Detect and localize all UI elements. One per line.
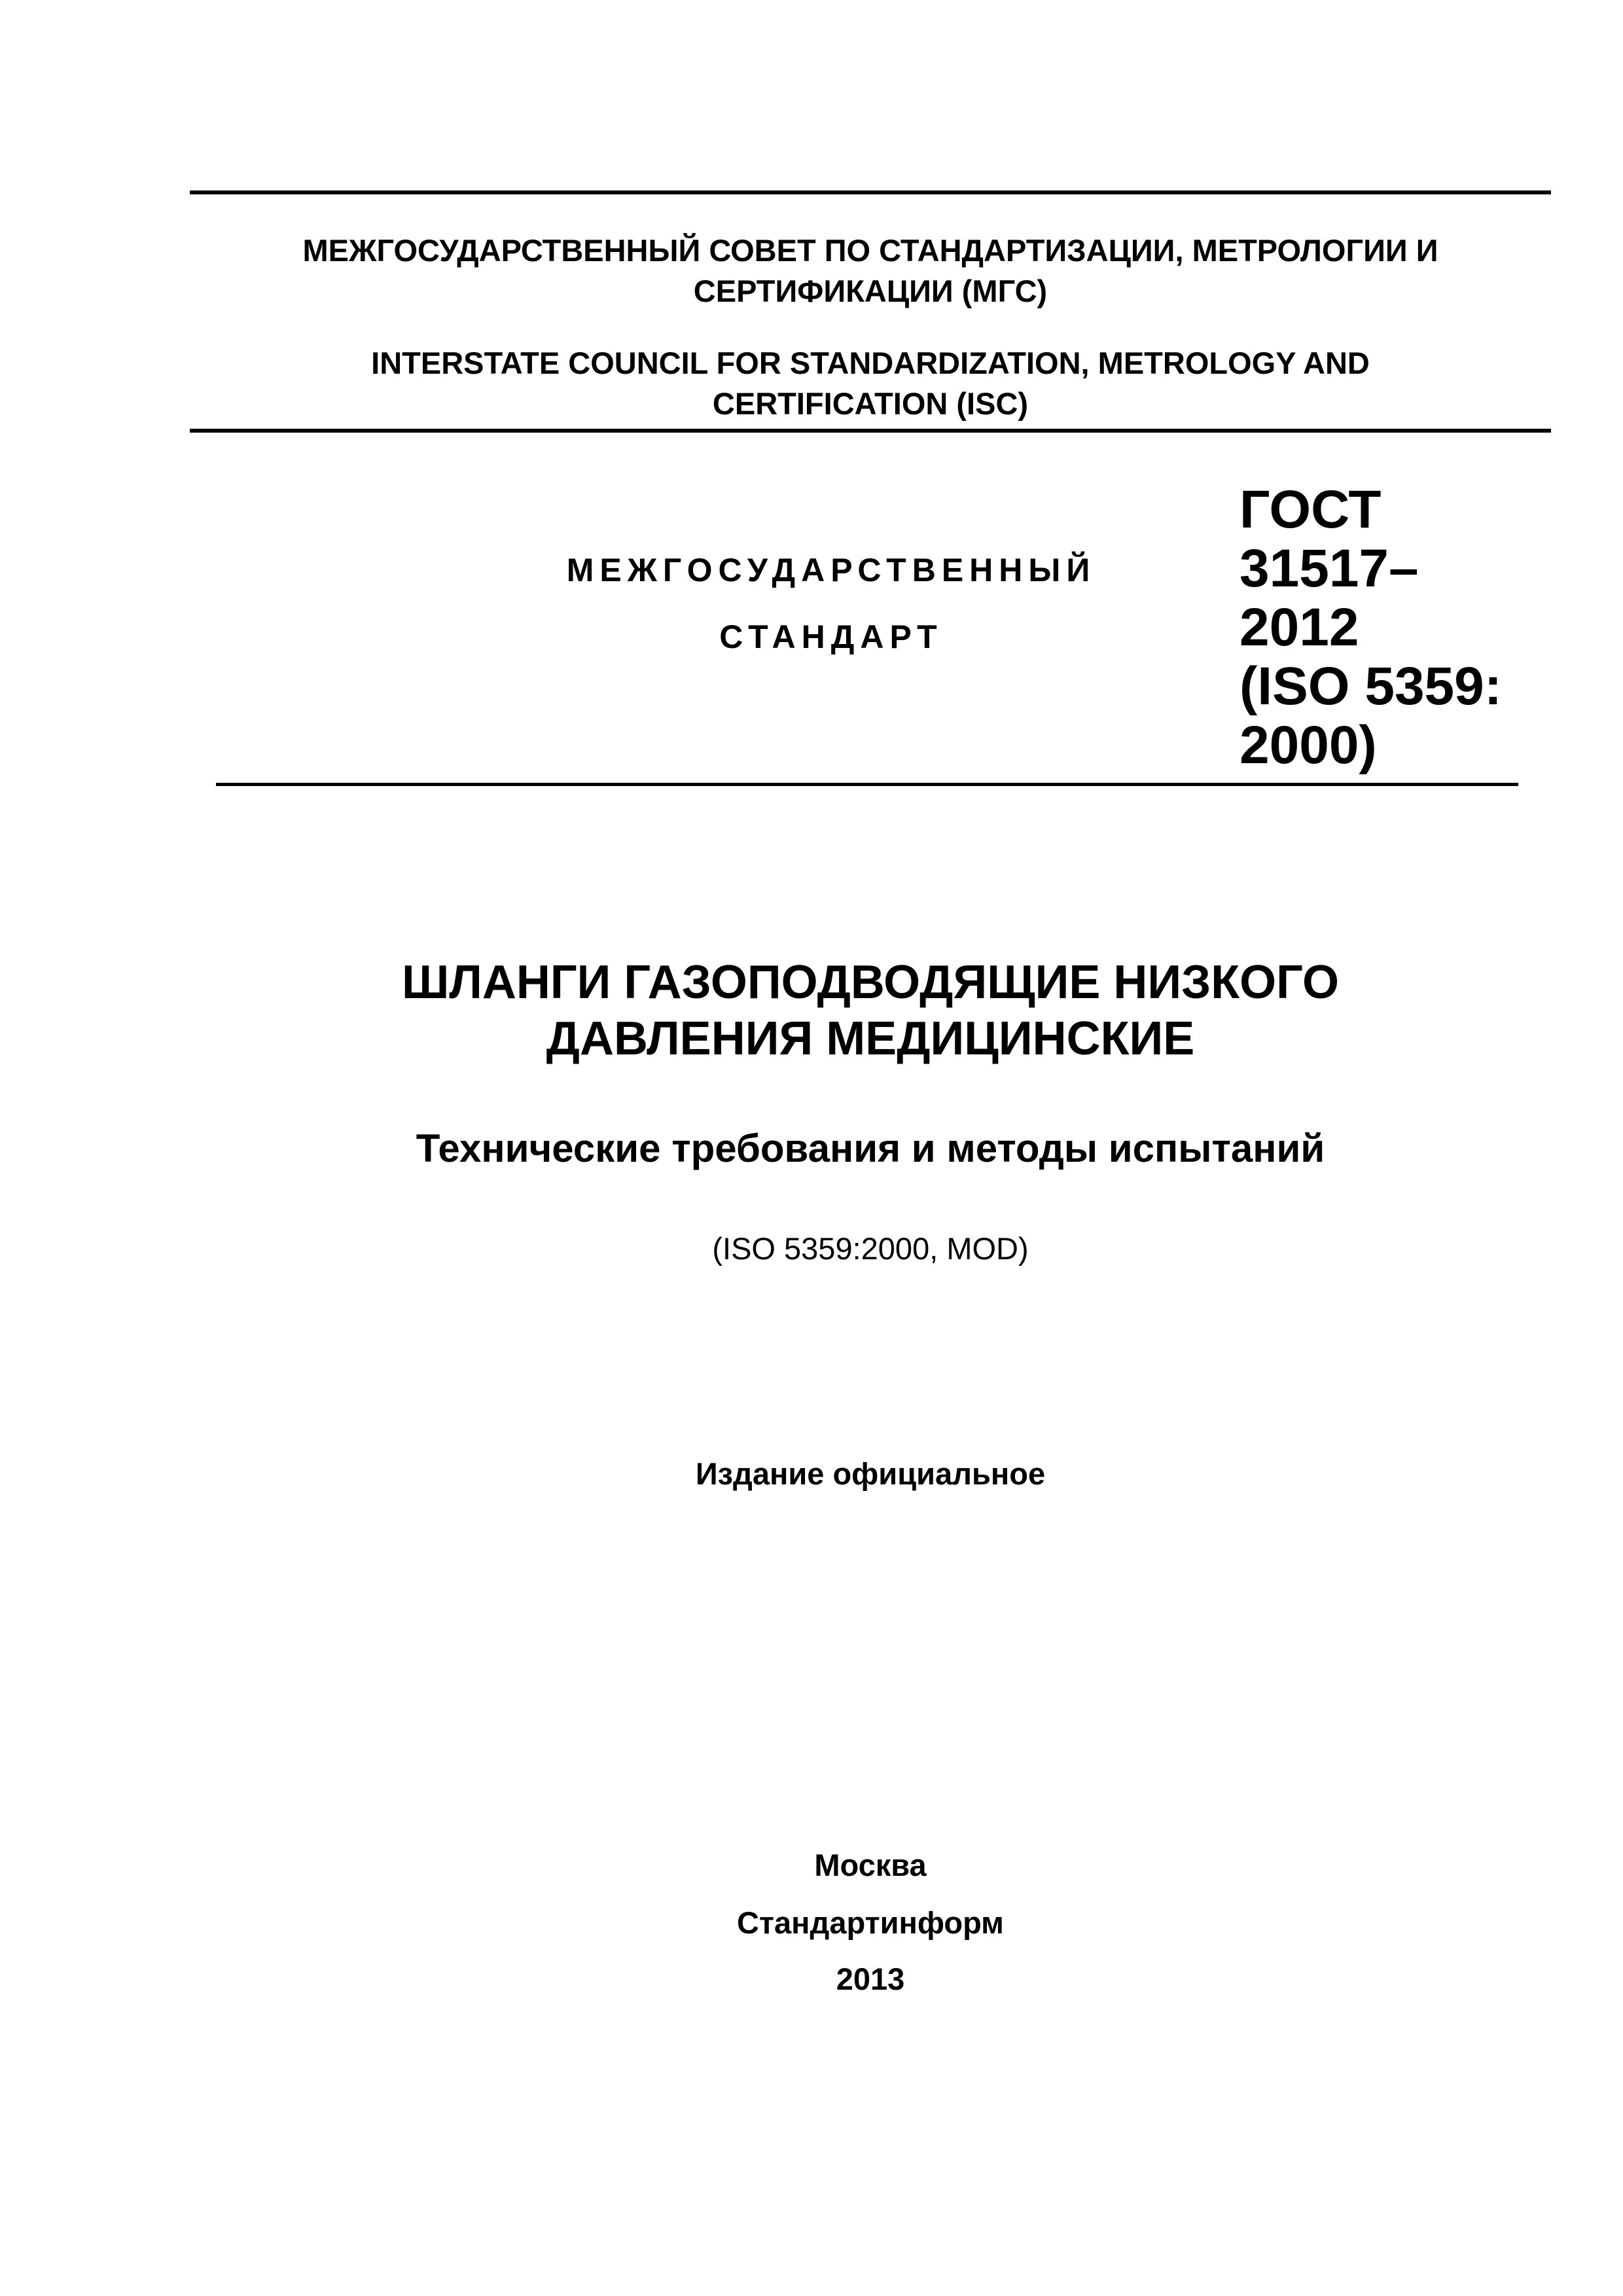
imprint-publisher: Стандартинформ <box>737 1905 1004 1940</box>
standard-number <box>1240 480 1527 775</box>
standard-number-line: 31517– <box>1240 539 1419 598</box>
top-divider <box>190 190 1551 194</box>
standard-kind-line-2: СТАНДАРТ <box>719 619 943 655</box>
council-name-english <box>190 343 1551 424</box>
standard-number-line: (ISO 5359: <box>1240 656 1503 716</box>
edition-label: Издание официальное <box>695 1456 1046 1491</box>
standard-number-line: ГОСТ <box>1240 480 1382 539</box>
council-ru-line-1: МЕЖГОСУДАРСТВЕННЫЙ СОВЕТ ПО СТАНДАРТИЗАЦИИ, МЕТРОЛОГИИ И <box>302 233 1438 268</box>
imprint-city: Москва <box>814 1848 927 1882</box>
council-name-russian <box>190 230 1551 312</box>
standard-kind-line-1: МЕЖГОСУДАРСТВЕННЫЙ <box>566 552 1096 588</box>
council-en-line-1: INTERSTATE COUNCIL FOR STANDARDIZATION, METROLOGY AND <box>371 346 1370 380</box>
imprint-year: 2013 <box>836 1962 905 1996</box>
iso-reference: (ISO 5359:2000, MOD) <box>712 1231 1029 1266</box>
document-subtitle: Технические требования и методы испытаний <box>416 1126 1325 1170</box>
standard-divider <box>216 783 1518 786</box>
standard-number-line: 2012 <box>1240 598 1359 657</box>
document-title-line: ШЛАНГИ ГАЗОПОДВОДЯЩИЕ НИЗКОГО <box>401 956 1340 1009</box>
council-ru-line-2: СЕРТИФИКАЦИИ (МГС) <box>693 274 1048 308</box>
standard-number-line: 2000) <box>1240 715 1377 775</box>
council-en-line-2: CERTIFICATION (ISC) <box>712 386 1029 421</box>
council-divider <box>190 429 1551 433</box>
document-title-line: ДАВЛЕНИЯ МЕДИЦИНСКИЕ <box>546 1013 1195 1065</box>
document-title <box>190 954 1551 1067</box>
